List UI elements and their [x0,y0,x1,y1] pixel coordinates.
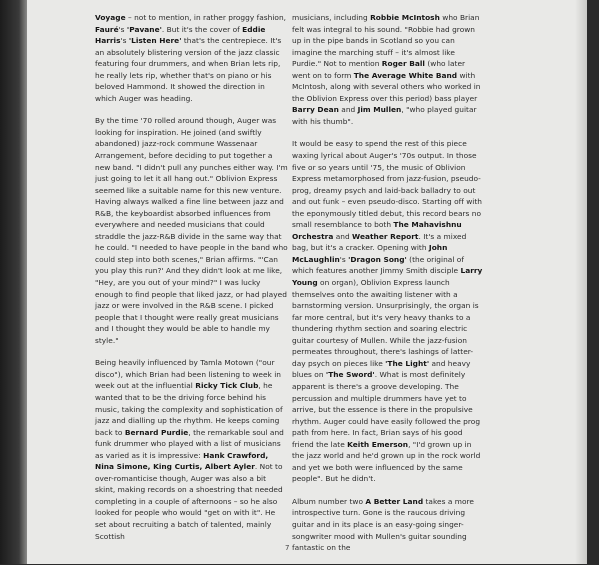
paragraph: Being heavily influenced by Tamla Motown ("our disco"), which Brian had been listening to week in week out at the influential Ricky Tick Club, he wanted that to be the driving force behind his music, taking the complexity and sophistication of jazz and dialling up the rhythm. He keeps coming back to Bernard Purdie, the remarkable soul and funk drummer who played with a list of musicians as varied as it is impressive: Hank Crawford, Nina Simone, King Curtis, Albert Ayler. Not to over-romanticise though, Auger was also a bit skint, making records on a shoestring that needed completing in a couple of afternoons – so he also looked for people who would "get on with it". He set about recruiting a batch of talented, mainly Scottish [95,358,284,541]
page-number: 7 [285,544,290,552]
right-column [292,12,484,565]
binding-shadow [0,0,27,564]
paragraph: Album number two A Better Land takes a more introspective turn. Gone is the raucous driving guitar and in its place is an easy-going singer-songwriter mood with Mullen's guitar sounding fantastic on the [292,496,474,553]
paragraph: By the time '70 rolled around though, Auger was looking for inspiration. He joined (and swiftly abandoned) jazz-rock commune Wassenaar Arrangement, before deciding to put together a new band. "I didn't pull any punches either way. I'm just going to let it all hang out." Oblivion Express seemed like a suitable name for this new venture. Having always walked a fine line between jazz and R&B, the keyboardist absorbed influences from everywhere and needed musicians that could straddle the jazz-R&B divide in the same way that he could. "I needed to have people in the band who could step into both scenes," Brian affirms. "'Can you play this run?' And they didn't look at me like, "Hey, are you out of your mind?" I was lucky enough to find people that liked jazz, or had played jazz or were involved in the R&B scene. I picked people that I thought were really great musicians and I thought they would be able to handle my style." [95,116,288,345]
paragraph: It would be easy to spend the rest of this piece waxing lyrical about Auger's '70s output. In those five or so years until '75, the music of Oblivion Express metamorphosed from jazz-fusion, pseudo-prog, dreamy psych and laid-back balladry to out and out funk – even pseudo-disco. Starting off with the eponymously titled debut, this record bears no small resemblance to both The Mahavishnu Orchestra and Weather Report. It's a mixed bag, but it's a cracker. Opening with John McLaughlin's 'Dragon Song' (the original of which features another Jimmy Smith disciple Larry Young on organ), Oblivion Express launch themselves onto the awaiting listener with a barnstorming version. Unsurprisingly, the organ is far more central, but it's very heavy thanks to a thundering rhythm section and soaring electric guitar courtesy of Mullen. While the jazz-fusion permeates throughout, there's lashings of latter-day psych on pieces like 'The Light' and heavy blues on 'The Sword'. What is most definitely apparent is there's a groove developing. The percussion and multiple drummers have yet to arrive, but the essence is there in the propulsive rhythm. Auger could have easily followed the prog path from here. In fact, Brian says of his good friend the late Keith Emerson, "I'd grown up in the jazz world and he'd grown up in the rock world and yet we both were influenced by the same people". But he didn't. [292,139,483,484]
page-edge [575,0,587,564]
left-column [95,12,288,553]
paragraph: musicians, including Robbie McIntosh who Brian felt was integral to his sound. "Robbie had grown up in the pipe bands in Scotland so you can imagine the marching stuff – it's almost like Purdie." Not to mention Roger Ball (who later went on to form The Average White Band with McIntosh, along with several others who worked in the Oblivion Express over this period) bass player Barry Dean and Jim Mullen, "who played guitar with his thumb". [292,13,481,126]
paragraph: Voyage – not to mention, in rather proggy fashion, Fauré's 'Pavane'. But it's the cover of Eddie Harris's 'Listen Here' that's the centrepiece. It's an absolutely blistering version of the jazz classic featuring four drummers, and when Brian lets rip, he really lets rip, whether that's on piano or his beloved Hammond. It showed the direction in which Auger was heading. [95,13,287,103]
